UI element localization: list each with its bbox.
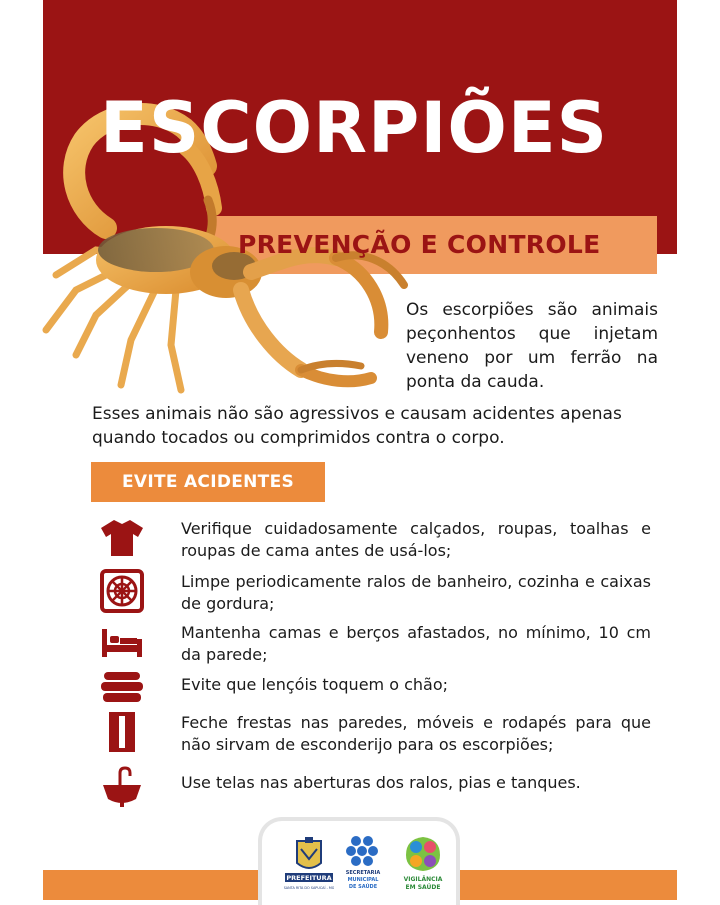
drain-icon xyxy=(99,569,145,613)
page-title: ESCORPIÕES xyxy=(100,87,609,169)
tip-text: Limpe periodicamente ralos de banheiro, cozinha e caixas de gordura; xyxy=(181,572,651,613)
svg-text:SANTA RITA DO SAPUCAÍ - MG: SANTA RITA DO SAPUCAÍ - MG xyxy=(284,886,334,890)
svg-text:PREFEITURA: PREFEITURA xyxy=(286,874,332,882)
vigilancia-saude-logo xyxy=(396,833,450,897)
svg-text:SECRETARIA: SECRETARIA xyxy=(345,870,381,876)
tip-text: Verifique cuidadosamente calçados, roupas, toalhas e roupas de cama antes de usá-los; xyxy=(181,519,651,560)
section-label: EVITE ACIDENTES xyxy=(121,472,295,492)
svg-text:MUNICIPAL: MUNICIPAL xyxy=(347,877,379,883)
svg-text:EM SAÚDE: EM SAÚDE xyxy=(405,884,441,891)
wall-gap-icon xyxy=(99,712,145,756)
prefeitura-logo xyxy=(284,835,334,895)
footer-logo-panel xyxy=(258,817,460,905)
secretaria-saude-logo xyxy=(342,833,388,897)
shirt-icon xyxy=(99,516,145,560)
svg-text:VIGILÂNCIA: VIGILÂNCIA xyxy=(403,876,443,883)
tip-text: Feche frestas nas paredes, móveis e rodapés para que não sirvam de esconderijo para os escorpiões; xyxy=(181,713,651,754)
folded-linen-icon xyxy=(99,664,145,708)
section-badge xyxy=(91,462,325,502)
tip-text: Use telas nas aberturas dos ralos, pias e tanques. xyxy=(181,773,581,792)
note-text: Esses animais não são agressivos e causam acidentes apenas quando tocados ou comprimidos contra o corpo. xyxy=(92,404,622,448)
svg-text:DE SAÚDE: DE SAÚDE xyxy=(348,884,378,890)
bed-icon xyxy=(99,621,145,665)
tip-text: Mantenha camas e berços afastados, no mínimo, 10 cm da parede; xyxy=(181,623,651,664)
page-subtitle: PREVENÇÃO E CONTROLE xyxy=(238,230,601,259)
tip-text: Evite que lençóis toquem o chão; xyxy=(181,675,449,694)
intro-text: Os escorpiões são animais peçonhentos que injetam veneno por um ferrão na ponta da cauda. xyxy=(406,300,658,392)
sink-drain-icon xyxy=(99,765,145,809)
